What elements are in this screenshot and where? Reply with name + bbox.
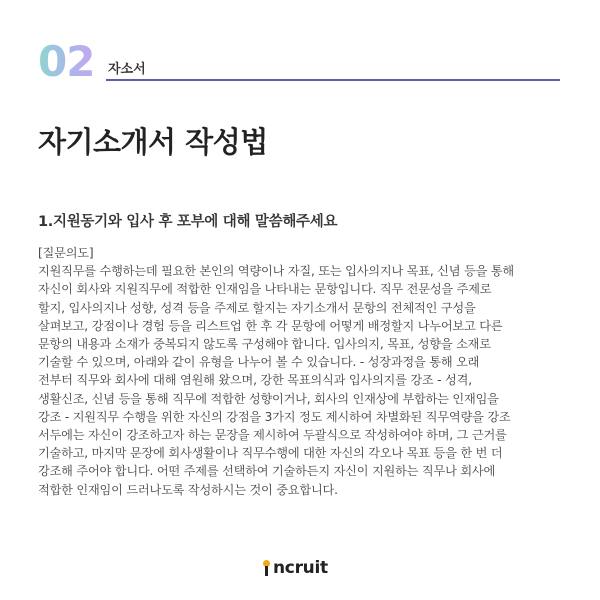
section-label: 자소서: [108, 62, 146, 77]
body-line: 강조 - 지원직무 수행을 위한 자신의 강점을 3가지 정도 제시하여 차별화된 직무역량을 강조: [38, 409, 511, 424]
body-line: 살펴보고, 강점이나 경험 등을 리스트업 한 후 각 문항에 어떻게 배정할지 나누어보고 다른: [38, 318, 503, 333]
body-line: 자신이 회사와 지원직무에 적합한 인재임을 나타내는 문항입니다. 직무 전문성을 주제로: [38, 282, 492, 297]
logo-stem: [265, 566, 268, 576]
body-line: 지원직무를 수행하는데 필요한 본인의 역량이나 자질, 또는 입사의지나 목표, 신념 등을 통해: [38, 264, 514, 279]
section-number: 02: [38, 37, 95, 86]
logo-text: ncruit: [273, 558, 328, 578]
body-line: 기술할 수 있으며, 아래와 같이 유형을 나누어 볼 수 있습니다. - 성장과정을 통해 오래: [38, 355, 480, 370]
page-title: 자기소개서 작성법: [38, 125, 268, 159]
section-header: [38, 37, 560, 86]
body-line: 기술하고, 마지막 문장에 회사생활이나 직무수행에 대한 자신의 각오나 목표 등을 한 번 더: [38, 446, 503, 461]
logo-i-icon: [262, 560, 272, 576]
body-line: 문항의 내용과 소재가 중복되지 않도록 구성해야 합니다. 입사의지, 목표, 성향을 소재로: [38, 337, 491, 352]
body-line: 할지, 입사의지나 성향, 성격 등을 주제로 할지는 자기소개서 문항의 전체적인 구성을: [38, 300, 476, 315]
question-heading: 1.지원동기와 입사 후 포부에 대해 말씀해주세요: [38, 214, 338, 230]
incruit-logo: [262, 558, 328, 578]
body-line: 생활신조, 신념 등을 통해 직무에 적합한 성향이거나, 회사의 인재상에 부합하는 인재임을: [38, 391, 499, 406]
header-divider: [106, 79, 560, 81]
body-line: 서두에는 자신이 강조하고자 하는 문장을 제시하여 두괄식으로 작성하여야 하며, 그 근거를: [38, 428, 507, 443]
body-line: 전부터 직무와 회사에 대해 염원해 왔으며, 강한 목표의식과 입사의지를 강조 - 성격,: [38, 373, 472, 388]
body-text: [38, 244, 563, 499]
body-line: 적합한 인재임이 드러나도록 작성하시는 것이 중요합니다.: [38, 482, 338, 497]
body-line: 강조해 주어야 합니다. 어떤 주제를 선택하여 기술하든지 자신이 지원하는 직무나 회사에: [38, 464, 496, 479]
body-line: [질문의도]: [38, 246, 94, 260]
